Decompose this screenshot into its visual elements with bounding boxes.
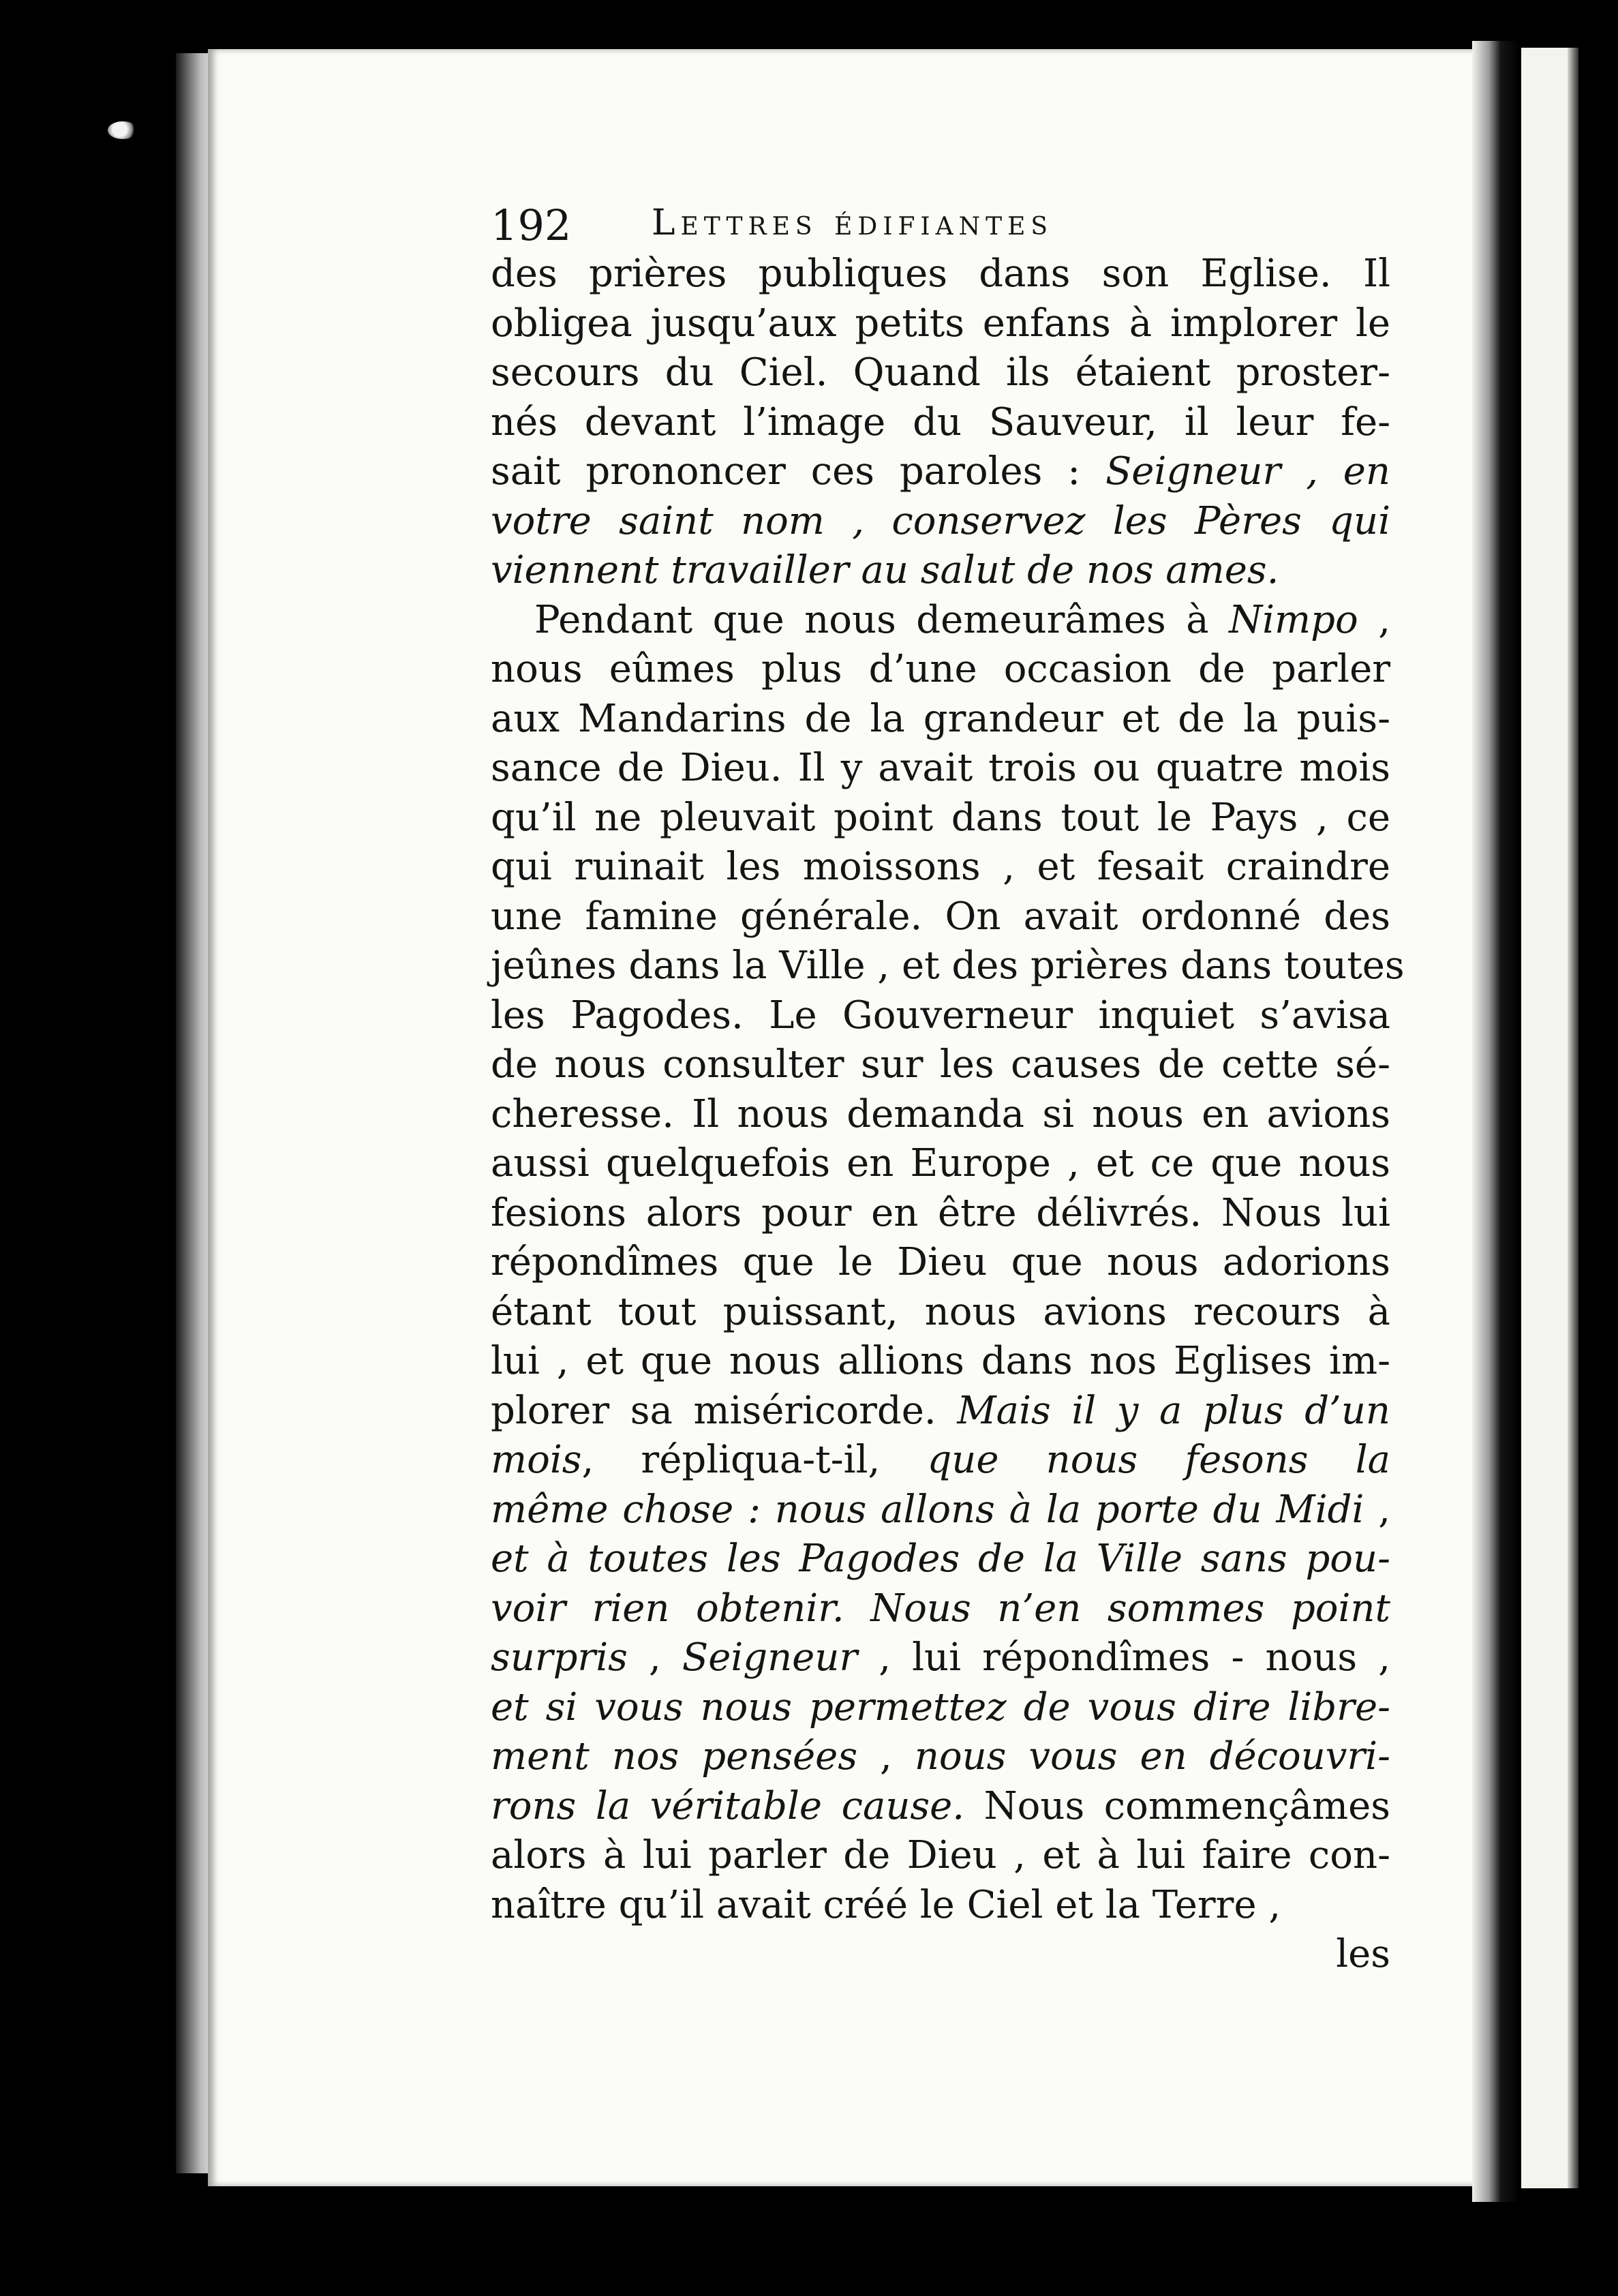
- page-number: 192: [491, 200, 572, 250]
- text-run: alors à lui parler de Dieu , et à lui faire con-: [491, 1833, 1390, 1877]
- text-run: répondîmes que le Dieu que nous adorions: [491, 1240, 1390, 1284]
- text-line: [491, 744, 1390, 794]
- text-line: [491, 1288, 1390, 1338]
- book-gutter: [1472, 41, 1520, 2202]
- body-text: [491, 250, 1405, 1930]
- text-line: [491, 497, 1390, 547]
- text-run: Nous commençâmes: [964, 1783, 1391, 1828]
- text-run: les Pagodes. Le Gouverneur inquiet s’avisa: [491, 993, 1390, 1038]
- text-run: nés devant l’image du Sauveur, il leur fe-: [491, 399, 1390, 444]
- text-line: [491, 695, 1390, 744]
- text-run: fesions alors pour en être délivrés. Nous lui: [491, 1190, 1390, 1235]
- text-run: ,: [1358, 597, 1390, 642]
- text-run: de nous consulter sur les causes de cette sé-: [491, 1042, 1390, 1087]
- text-run: une famine générale. On avait ordonné des: [491, 894, 1390, 939]
- text-run: étant tout puissant, nous avions recours à: [491, 1289, 1390, 1334]
- facing-page-edge: [1568, 48, 1578, 2188]
- italic-text-run: votre saint nom , conservez les Pères qui: [491, 498, 1390, 543]
- scan-speck: [108, 121, 138, 139]
- text-line: [491, 1782, 1390, 1832]
- text-run: jeûnes dans la Ville , et des prières dans toutes: [491, 943, 1405, 988]
- text-run: ,: [627, 1635, 682, 1680]
- text-run: plorer sa miséricorde.: [491, 1388, 958, 1433]
- text-line: [491, 843, 1390, 892]
- text-run: naître qu’il avait créé le Ciel et la Terre ,: [491, 1882, 1281, 1927]
- text-run: secours du Ciel. Quand ils étaient proster-: [491, 350, 1390, 395]
- text-run: ,: [1364, 1487, 1390, 1532]
- text-line: [491, 1732, 1390, 1782]
- text-run: ,: [857, 1734, 915, 1779]
- italic-text-run: que nous fesons la: [927, 1438, 1391, 1482]
- text-line: [491, 546, 1390, 596]
- text-run: sance de Dieu. Il y avait trois ou quatre mois: [491, 746, 1390, 790]
- text-line: [491, 596, 1390, 646]
- italic-text-run: rons la véritable cause.: [491, 1783, 965, 1828]
- text-line: [491, 1831, 1390, 1881]
- text-line: [491, 1485, 1390, 1535]
- italic-text-run: surpris: [491, 1635, 628, 1680]
- text-line: [491, 1090, 1390, 1140]
- text-run: , lui répondîmes - nous ,: [857, 1635, 1391, 1680]
- text-line: [491, 1633, 1390, 1683]
- italic-text-run: Nimpo: [1229, 597, 1358, 642]
- text-line: [491, 299, 1390, 349]
- text-run: qui ruinait les moissons , et fesait craindre: [491, 845, 1390, 889]
- text-run: nous eûmes plus d’une occasion de parler: [491, 647, 1390, 691]
- italic-text-run: viennent travailler au salut de nos ames.: [491, 548, 1279, 592]
- text-run: des prières publiques dans son Eglise. Il: [491, 252, 1390, 296]
- page-text: [491, 200, 1405, 1979]
- text-line: [491, 1040, 1390, 1090]
- italic-text-run: Mais il y a plus d’un: [957, 1388, 1390, 1433]
- italic-text-run: voir rien obtenir.: [491, 1586, 844, 1631]
- text-line: [491, 1337, 1390, 1387]
- italic-text-run: mois: [491, 1438, 582, 1482]
- italic-text-run: Seigneur: [682, 1635, 858, 1680]
- text-line: [491, 794, 1390, 843]
- italic-text-run: même chose : nous allons à la porte du Midi: [491, 1487, 1364, 1532]
- italic-text-run: et à toutes les Pagodes de la Ville sans pou-: [491, 1537, 1390, 1581]
- italic-text-run: ment nos pensées: [491, 1734, 858, 1779]
- text-line: [491, 447, 1390, 497]
- text-line: [491, 1584, 1390, 1634]
- catchword: les: [1336, 1932, 1390, 1976]
- italic-text-run: nous vous en découvri-: [914, 1734, 1391, 1779]
- text-line: [491, 1535, 1390, 1584]
- text-line: [491, 1881, 1390, 1931]
- text-run: aussi quelquefois en Europe , et ce que nous: [491, 1141, 1390, 1185]
- text-run: cheresse. Il nous demanda si nous en avions: [491, 1091, 1390, 1136]
- text-run: qu’il ne pleuvait point dans tout le Pays , ce: [491, 795, 1390, 840]
- text-run: sait prononcer ces paroles :: [491, 449, 1105, 494]
- running-head: [491, 202, 1390, 250]
- text-line: [491, 398, 1390, 448]
- text-line: [491, 991, 1390, 1041]
- text-line: [491, 892, 1390, 942]
- text-line: [491, 645, 1390, 695]
- text-line: [491, 1387, 1390, 1436]
- text-line: [491, 941, 1405, 991]
- text-run: , répliqua-t-il,: [581, 1438, 928, 1482]
- text-line: [491, 1683, 1390, 1733]
- text-line: [491, 1189, 1390, 1239]
- text-line: [491, 348, 1390, 398]
- text-line: [491, 250, 1390, 299]
- text-run: Pendant que nous demeurâmes à: [534, 597, 1230, 642]
- text-line: [491, 1436, 1390, 1485]
- text-run: aux Mandarins de la grandeur et de la puis-: [491, 696, 1390, 741]
- italic-text-run: Nous n’en sommes point: [870, 1586, 1391, 1631]
- italic-text-run: Seigneur , en: [1105, 449, 1390, 494]
- text-run: lui , et que nous allions dans nos Eglises im-: [491, 1339, 1390, 1383]
- running-head-title: Lettres édifiantes: [652, 202, 1054, 243]
- text-line: [491, 1238, 1390, 1288]
- text-line: [491, 1139, 1390, 1189]
- text-run: obligea jusqu’aux petits enfans à implorer le: [491, 301, 1390, 346]
- italic-text-run: et si vous nous permettez de vous dire libre-: [491, 1685, 1390, 1729]
- text-run: [844, 1586, 871, 1631]
